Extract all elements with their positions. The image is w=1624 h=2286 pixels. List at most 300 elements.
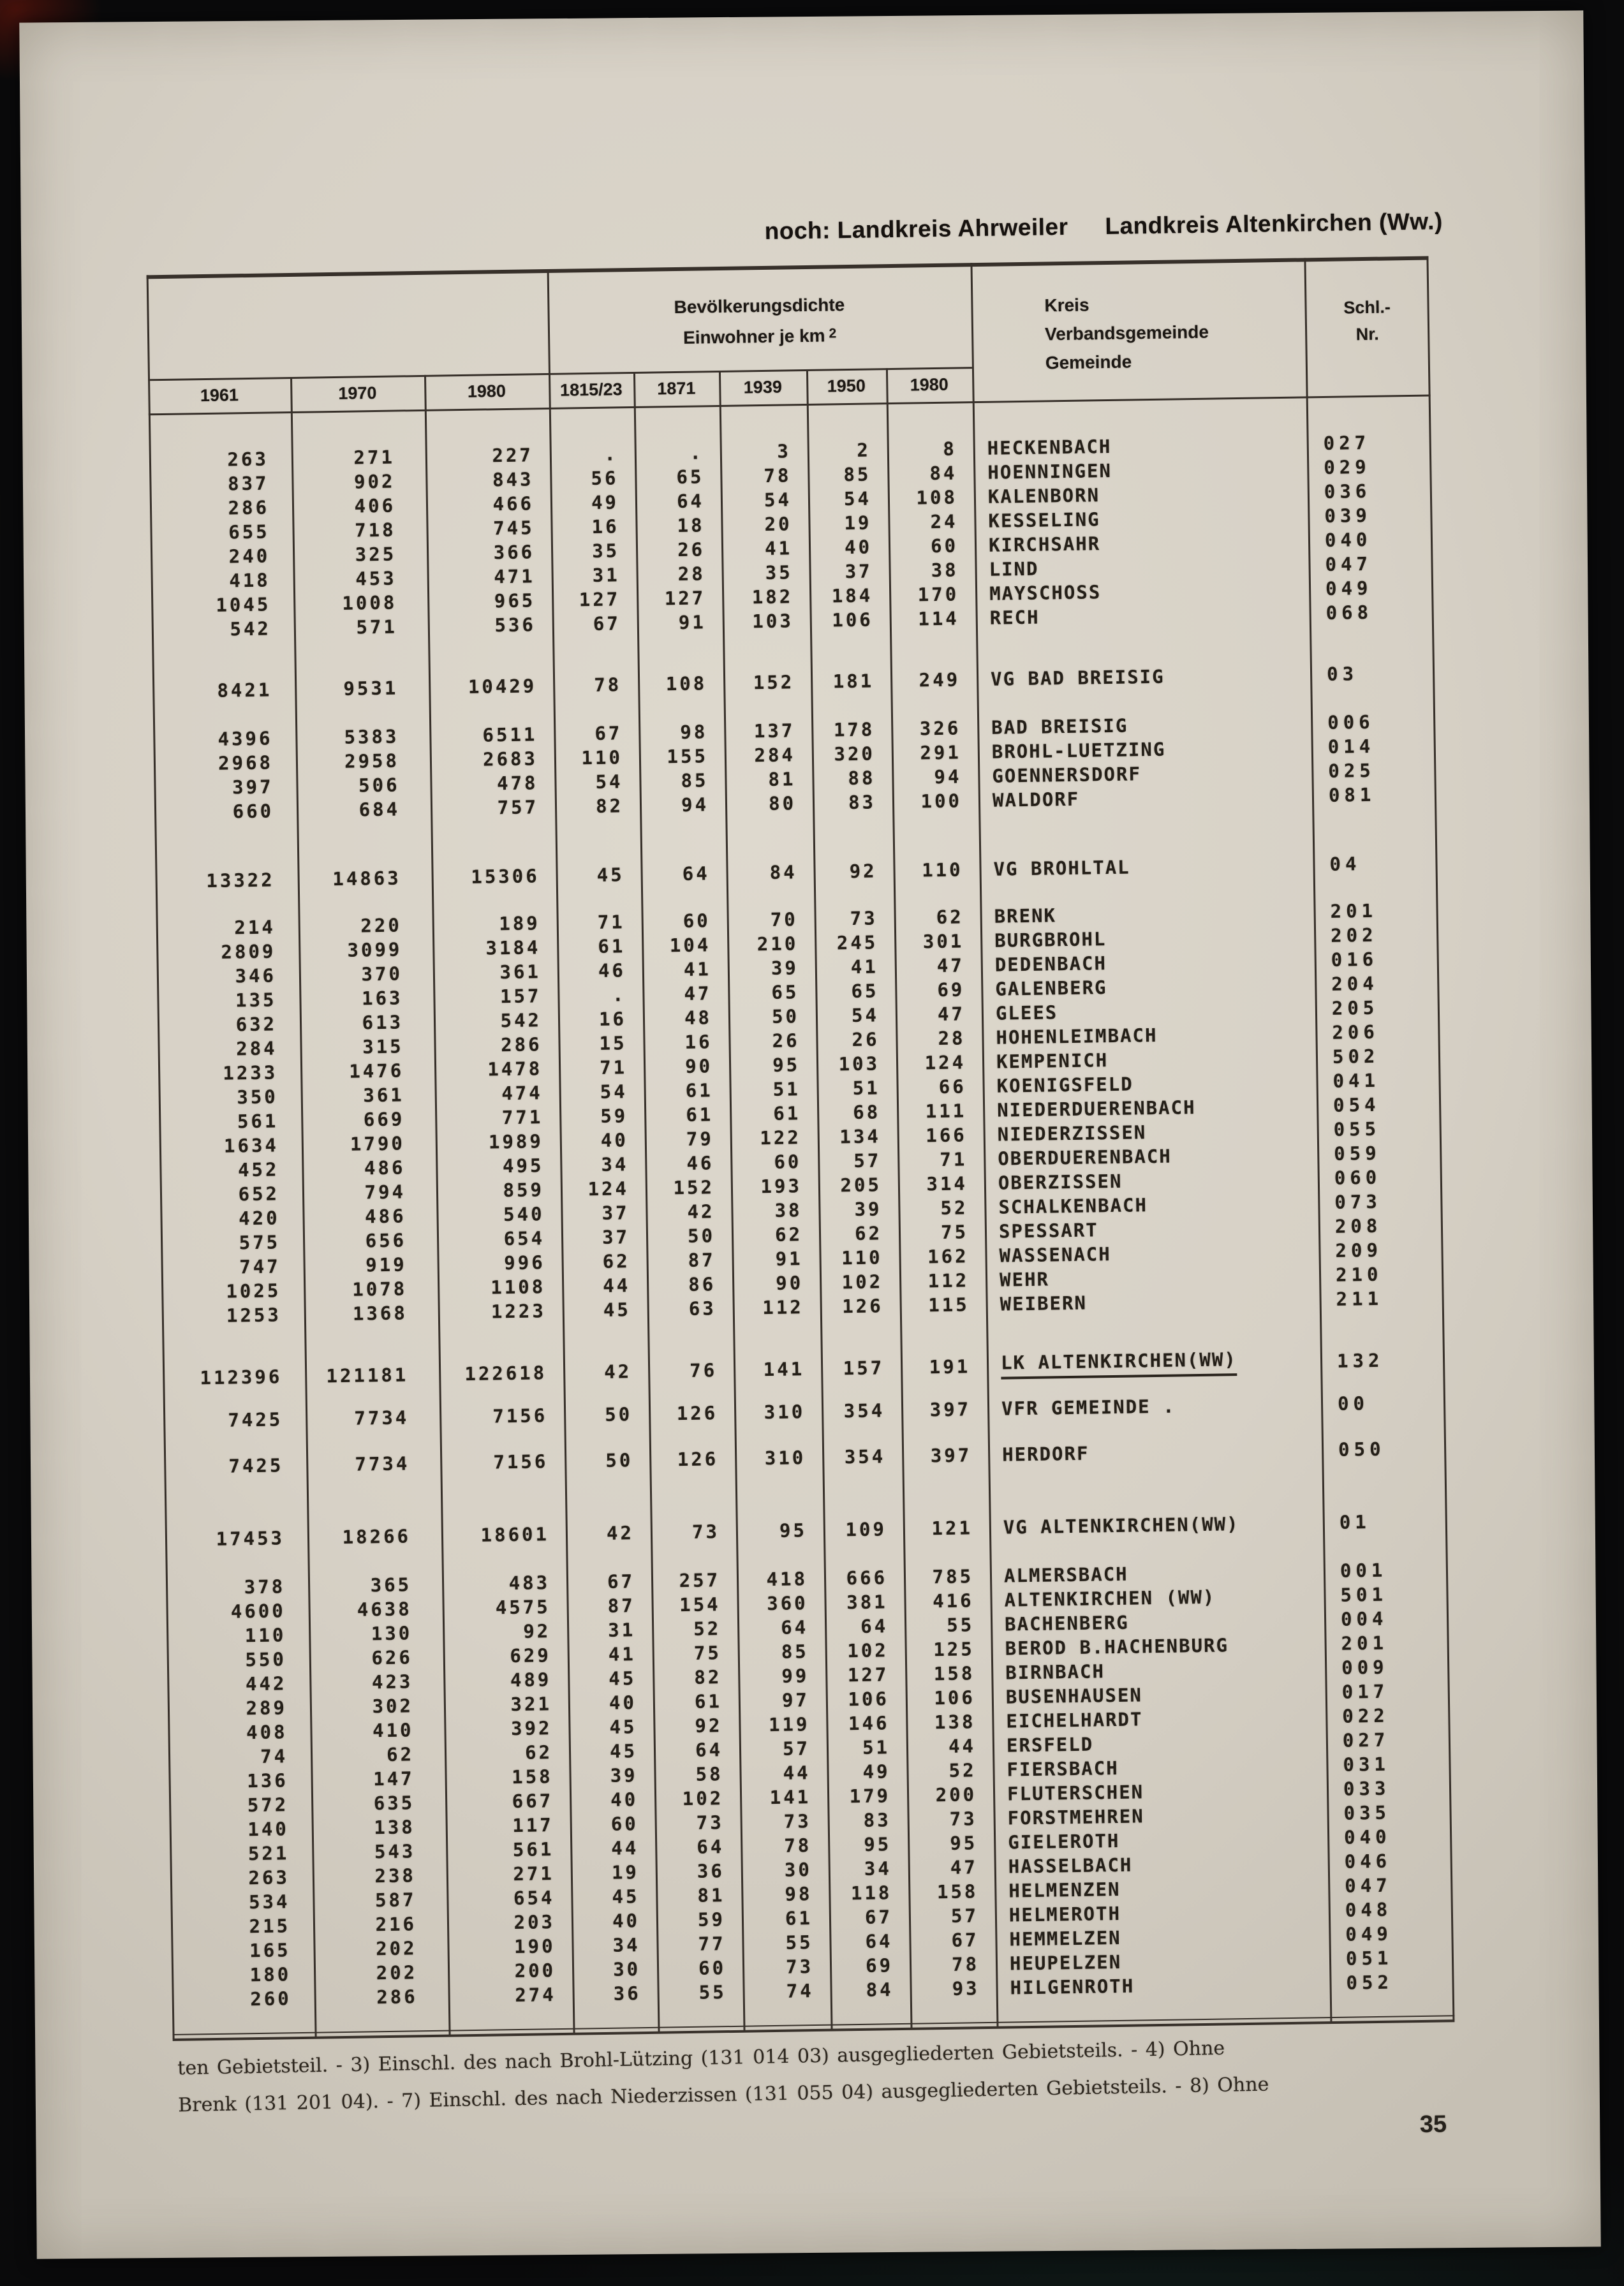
key-number-cell: 006 — [1327, 711, 1375, 734]
density-1871-cell: 50 — [687, 1225, 716, 1247]
pop-1980-cell: 561 — [512, 1838, 554, 1861]
density-1939-cell: 78 — [784, 1834, 812, 1857]
area-header-line1: Kreis — [1044, 295, 1089, 316]
density-1871-cell: 81 — [697, 1884, 725, 1906]
density-1950-cell: 67 — [864, 1906, 893, 1928]
density-1980-cell: 112 — [927, 1269, 970, 1292]
density-unit-sup: 2 — [829, 326, 837, 341]
density-1950-cell: 102 — [841, 1271, 883, 1294]
key-number-cell: 025 — [1328, 759, 1375, 782]
pop-1970-cell: 571 — [356, 616, 398, 638]
pop-1980-cell: 667 — [512, 1790, 554, 1813]
municipality-name-cell: VG BROHLTAL — [993, 856, 1130, 880]
density-1815-23-cell: 59 — [600, 1105, 628, 1127]
pop-1961-cell: 112396 — [200, 1365, 283, 1389]
density-1980-cell: 138 — [934, 1711, 976, 1734]
density-1815-23-cell: 71 — [599, 1056, 628, 1079]
density-1980-cell: 110 — [921, 859, 963, 881]
density-1939-cell: 95 — [772, 1054, 801, 1076]
density-1871-cell: 46 — [686, 1152, 714, 1174]
density-1980-cell: 166 — [926, 1124, 968, 1147]
density-1950-cell: 354 — [844, 1445, 886, 1468]
pop-1980-cell: 122618 — [464, 1361, 547, 1385]
pop-1980-cell: 10429 — [468, 675, 537, 698]
density-1980-cell: 47 — [937, 1003, 966, 1026]
municipality-name-cell: BRENK — [994, 904, 1057, 927]
density-1871-cell: 102 — [682, 1787, 724, 1810]
pop-1970-cell: 365 — [370, 1574, 412, 1597]
key-number-cell: 132 — [1336, 1349, 1384, 1372]
year-row-key-spacer — [1306, 377, 1430, 379]
density-1939-cell: 3 — [777, 440, 792, 462]
density-1950-cell: 54 — [843, 487, 872, 510]
municipality-name-cell: HASSELBACH — [1008, 1854, 1133, 1878]
pop-1961-cell: 1025 — [226, 1279, 281, 1302]
density-1815-23-cell: 49 — [591, 491, 619, 514]
density-1980-cell: 93 — [952, 1977, 980, 2000]
key-number-cell: 031 — [1343, 1753, 1391, 1776]
density-1950-cell: 181 — [832, 670, 875, 693]
density-1939-cell: 360 — [766, 1592, 808, 1615]
density-1950-cell: 2 — [857, 439, 871, 461]
pop-1980-cell: 7156 — [492, 1405, 548, 1427]
municipality-name-cell: KOENIGSFELD — [996, 1073, 1133, 1097]
key-number-cell: 205 — [1331, 996, 1379, 1019]
pop-1980-cell: 629 — [510, 1644, 552, 1667]
pop-1961-cell: 1253 — [226, 1304, 282, 1327]
density-1980-cell: 785 — [932, 1565, 974, 1588]
density-1950-cell: 103 — [838, 1052, 880, 1075]
density-1939-cell: 98 — [785, 1883, 813, 1905]
density-1950-cell: 109 — [845, 1518, 887, 1541]
pop-1961-cell: 4600 — [230, 1600, 286, 1623]
pop-1970-cell: 410 — [372, 1719, 414, 1742]
density-1939-cell: 418 — [766, 1568, 808, 1591]
pop-1970-cell: 7734 — [354, 1406, 410, 1429]
key-number-cell: 039 — [1324, 504, 1372, 527]
density-1950-cell: 69 — [865, 1954, 894, 1977]
key-number-cell: 055 — [1333, 1117, 1381, 1140]
density-1815-23-cell: 62 — [602, 1250, 630, 1272]
pop-1980-cell: 745 — [492, 517, 535, 540]
density-1950-cell: 245 — [836, 931, 878, 954]
density-1950-cell: 19 — [844, 512, 872, 535]
density-1980-cell: 416 — [932, 1589, 974, 1612]
key-number-cell: 050 — [1338, 1438, 1385, 1461]
density-1871-cell: 18 — [677, 514, 705, 537]
density-1950-cell: 110 — [841, 1246, 883, 1269]
density-1980-cell: 121 — [931, 1517, 973, 1540]
underlined-name: LK ALTENKIRCHEN(WW) — [1001, 1348, 1237, 1379]
density-1980-cell: 47 — [936, 954, 965, 977]
density-1939-cell: 73 — [785, 1956, 814, 1978]
pop-1970-cell: 302 — [372, 1695, 414, 1718]
key-number-cell: 001 — [1340, 1559, 1387, 1582]
density-1980-cell: 170 — [917, 583, 959, 606]
pop-1970-cell: 147 — [373, 1767, 415, 1790]
density-1939-cell: 62 — [774, 1223, 803, 1246]
density-1815-23-cell: 71 — [597, 911, 625, 933]
pop-1961-cell: 284 — [235, 1037, 277, 1060]
density-1815-23-cell: 16 — [598, 1008, 627, 1030]
density-1980-cell: 326 — [919, 717, 961, 740]
pop-1961-cell: 561 — [237, 1110, 279, 1133]
municipality-name-cell: VFR GEMEINDE . — [1001, 1395, 1176, 1420]
key-number-cell: 049 — [1345, 1922, 1393, 1945]
density-1950-cell: 179 — [849, 1785, 891, 1808]
density-1815-23-cell: 36 — [613, 1982, 641, 2005]
pop-1980-cell: 157 — [499, 985, 542, 1008]
density-1815-23-cell: 61 — [598, 935, 626, 957]
density-1815-23-cell: 42 — [606, 1522, 635, 1544]
area-header-line3: Gemeinde — [1045, 351, 1132, 373]
density-1871-cell: 60 — [683, 910, 711, 932]
pop-1980-cell: 117 — [512, 1814, 554, 1837]
key-number-cell: 208 — [1334, 1214, 1382, 1237]
density-1815-23-cell: 87 — [607, 1595, 635, 1617]
pop-1961-cell: 397 — [232, 776, 274, 799]
pop-1961-cell: 214 — [234, 916, 276, 939]
pop-1961-cell: 263 — [248, 1866, 290, 1889]
density-1871-cell: 77 — [698, 1933, 726, 1955]
density-1871-cell: 152 — [673, 1176, 715, 1199]
density-1871-cell: 48 — [684, 1007, 712, 1029]
density-1980-cell: 100 — [920, 790, 963, 813]
density-1939-cell: 90 — [775, 1272, 804, 1294]
year-1970: 1970 — [338, 383, 377, 403]
density-1871-cell: 94 — [681, 793, 709, 816]
pop-1980-cell: 654 — [513, 1887, 555, 1910]
density-1950-cell: 51 — [852, 1077, 880, 1100]
density-1871-cell: 61 — [686, 1103, 714, 1126]
municipality-name-cell: OBERDUERENBACH — [998, 1145, 1172, 1170]
density-1950-cell: 92 — [849, 860, 877, 883]
pop-1961-cell: 542 — [230, 617, 272, 640]
key-number-cell: 046 — [1344, 1850, 1392, 1873]
pop-1980-cell: 654 — [503, 1227, 545, 1250]
pop-1980-cell: 286 — [500, 1033, 542, 1056]
key-number-cell: 022 — [1342, 1704, 1389, 1727]
density-1939-cell: 103 — [752, 610, 794, 633]
density-1980-cell: 301 — [922, 930, 964, 953]
municipality-name-cell: HEUPELZEN — [1009, 1950, 1122, 1975]
pop-1961-cell: 7425 — [228, 1454, 284, 1477]
density-1815-23-cell: 39 — [610, 1764, 638, 1787]
pop-1980-cell: 4575 — [495, 1596, 550, 1619]
density-1871-cell: 63 — [688, 1297, 716, 1320]
density-1950-cell: 57 — [853, 1149, 882, 1172]
pop-1970-cell: 2958 — [344, 749, 400, 772]
density-1871-cell: 26 — [677, 538, 705, 561]
pop-1970-cell: 238 — [374, 1864, 417, 1887]
pop-1961-cell: 7425 — [228, 1408, 283, 1431]
pop-1970-cell: 7734 — [355, 1452, 410, 1475]
density-1950-cell: 666 — [846, 1567, 888, 1589]
density-1939-cell: 310 — [764, 1447, 806, 1470]
municipality-name-cell: OBERZISSEN — [998, 1170, 1123, 1194]
density-1950-cell: 26 — [852, 1028, 880, 1051]
density-1980-cell: 111 — [925, 1100, 967, 1123]
municipality-name-cell: EICHELHARDT — [1006, 1708, 1143, 1732]
pop-1961-cell: 17453 — [216, 1527, 285, 1550]
density-1980-cell: 75 — [940, 1221, 969, 1244]
pop-1980-cell: 392 — [510, 1717, 552, 1740]
municipality-name-cell: BEROD B.HACHENBURG — [1005, 1634, 1229, 1660]
municipality-name-cell: NIEDERDUERENBACH — [996, 1096, 1196, 1121]
density-1939-cell: 137 — [753, 719, 795, 742]
municipality-name-cell: HERDORF — [1001, 1442, 1089, 1466]
pop-1970-cell: 506 — [358, 774, 400, 797]
density-1871-cell: . — [690, 441, 704, 464]
pop-1961-cell: 420 — [238, 1207, 280, 1230]
municipality-name-cell: FLUTERSCHEN — [1007, 1781, 1144, 1805]
density-1980-cell: 158 — [933, 1662, 975, 1685]
pop-1980-cell: 859 — [503, 1179, 545, 1202]
pop-1980-cell: 274 — [515, 1984, 556, 2007]
pop-1961-cell: 4396 — [218, 727, 273, 750]
key-number-cell: 201 — [1330, 899, 1378, 922]
pop-1961-cell: 346 — [235, 964, 277, 987]
density-1871-cell: 87 — [688, 1249, 716, 1271]
pop-1961-cell: 1634 — [223, 1134, 279, 1157]
density-1939-cell: 95 — [779, 1519, 808, 1542]
density-1939-cell: 80 — [768, 792, 797, 815]
density-1950-cell: 37 — [845, 560, 873, 583]
density-1939-cell: 20 — [764, 513, 792, 535]
key-number-cell: 009 — [1341, 1656, 1389, 1679]
municipality-name-cell: RECH — [989, 606, 1040, 629]
density-1950-cell: 39 — [854, 1198, 882, 1221]
municipality-name-cell: WEIBERN — [1000, 1292, 1088, 1315]
density-1871-cell: 155 — [667, 745, 709, 768]
key-number-cell: 060 — [1334, 1166, 1382, 1189]
density-1939-cell: 91 — [775, 1248, 803, 1270]
municipality-name-cell: WEHR — [999, 1268, 1050, 1291]
pop-1980-cell: 771 — [501, 1106, 543, 1129]
pop-1980-cell: 92 — [523, 1620, 551, 1642]
key-number-header — [1304, 293, 1429, 348]
pop-1961-cell: 286 — [228, 496, 270, 519]
density-1950-cell: 102 — [847, 1639, 889, 1662]
density-1950-cell: 62 — [854, 1222, 883, 1245]
pop-1970-cell: 3099 — [347, 938, 402, 961]
pop-1961-cell: 521 — [247, 1842, 290, 1865]
density-1980-cell: 69 — [937, 978, 965, 1001]
key-number-cell: 206 — [1332, 1021, 1380, 1043]
municipality-name-cell: KESSELING — [988, 508, 1100, 532]
density-1980-cell: 52 — [940, 1197, 968, 1220]
density-1939-cell: 60 — [774, 1151, 802, 1173]
pop-1970-cell: 919 — [365, 1253, 407, 1276]
pop-1961-cell: 136 — [247, 1769, 288, 1792]
density-1939-cell: 74 — [786, 1980, 814, 2002]
density-1950-cell: 54 — [851, 1004, 880, 1027]
municipality-name-cell: GIELEROTH — [1007, 1829, 1120, 1854]
density-1980-cell: 60 — [930, 535, 959, 557]
density-1815-23-cell: 54 — [595, 771, 623, 793]
density-1939-cell: 44 — [783, 1762, 811, 1784]
density-1980-cell: 55 — [946, 1614, 975, 1636]
density-1939-cell: 99 — [781, 1665, 809, 1687]
page-title — [764, 208, 1443, 245]
pop-1970-cell: 4638 — [357, 1598, 412, 1621]
key-number-cell: 014 — [1327, 735, 1375, 758]
density-1871-cell: 61 — [694, 1690, 723, 1713]
density-1980-cell: 38 — [931, 559, 959, 582]
pop-1980-cell: 7156 — [493, 1450, 549, 1473]
municipality-name-cell: MAYSCHOSS — [989, 581, 1102, 605]
density-1980-cell: 108 — [916, 486, 958, 509]
municipality-name-cell: HECKENBACH — [987, 435, 1112, 459]
density-1815-23-cell: 67 — [594, 722, 623, 744]
density-1980-cell: 84 — [929, 462, 957, 485]
density-1980-cell: 158 — [936, 1880, 978, 1903]
density-1980-cell: 71 — [940, 1148, 968, 1171]
year-1980: 1980 — [467, 381, 506, 401]
pop-1970-cell: 656 — [365, 1229, 407, 1252]
density-1939-cell: 193 — [760, 1175, 802, 1198]
pop-1980-cell: 2683 — [482, 748, 538, 771]
density-1980-cell: 62 — [936, 906, 964, 929]
density-1815-23-cell: 31 — [608, 1619, 636, 1641]
density-1815-23-cell: 34 — [601, 1153, 629, 1176]
title-left: noch: Landkreis Ahrweiler — [764, 213, 1068, 244]
density-1950-cell: 65 — [851, 980, 879, 1003]
density-1871-cell: 61 — [685, 1079, 713, 1102]
pop-1980-cell: 18601 — [480, 1523, 550, 1546]
pop-1970-cell: 286 — [376, 1986, 418, 2009]
pop-1980-cell: 471 — [494, 565, 535, 588]
key-number-cell: 041 — [1332, 1069, 1380, 1092]
density-1950-cell: 118 — [850, 1882, 892, 1905]
density-1871-cell: 257 — [679, 1569, 721, 1592]
pop-1970-cell: 370 — [361, 962, 403, 985]
density-year-1980: 1980 — [910, 374, 949, 395]
density-1939-cell: 85 — [781, 1641, 809, 1663]
density-1815-23-cell: . — [612, 984, 626, 1006]
density-1939-cell: 54 — [764, 489, 792, 511]
density-1950-cell: 157 — [843, 1356, 885, 1379]
density-1939-cell: 97 — [781, 1689, 810, 1711]
density-1950-cell: 146 — [848, 1712, 890, 1735]
density-1815-23-cell: 15 — [599, 1032, 627, 1054]
density-1815-23-cell: 46 — [598, 959, 626, 982]
key-number-cell: 201 — [1341, 1632, 1389, 1655]
pop-1970-cell: 361 — [363, 1084, 404, 1107]
density-1815-23-cell: 16 — [591, 515, 619, 538]
density-1871-cell: 85 — [681, 769, 709, 792]
pop-1970-cell: 626 — [371, 1646, 413, 1669]
municipality-name-cell: FIERSBACH — [1007, 1757, 1119, 1781]
key-number-cell: 068 — [1325, 601, 1373, 624]
density-1815-23-cell: 31 — [592, 564, 620, 586]
pop-1970-cell: 1368 — [352, 1302, 408, 1325]
density-1980-cell: 44 — [948, 1735, 977, 1757]
density-1815-23-cell: 40 — [612, 1910, 640, 1932]
density-1871-cell: 86 — [688, 1273, 716, 1295]
density-1950-cell: 41 — [850, 955, 879, 978]
density-1871-cell: 65 — [676, 466, 704, 489]
pop-1980-cell: 478 — [496, 772, 538, 795]
density-1815-23-cell: . — [604, 443, 619, 465]
key-number-cell: 059 — [1334, 1142, 1381, 1165]
pop-1961-cell: 2809 — [221, 940, 276, 963]
pop-1961-cell: 13322 — [206, 869, 275, 892]
pop-1970-cell: 406 — [354, 494, 396, 517]
density-1939-cell: 30 — [784, 1859, 813, 1881]
pop-1961-cell: 215 — [249, 1915, 291, 1938]
density-1939-cell: 70 — [770, 908, 798, 931]
density-1871-cell: 41 — [683, 958, 712, 980]
density-1939-cell: 284 — [754, 744, 796, 767]
density-1871-cell: 126 — [676, 1402, 718, 1425]
key-number-cell: 03 — [1326, 663, 1359, 685]
density-1815-23-cell: 127 — [579, 588, 621, 611]
key-header-line1: Schl.- — [1343, 297, 1391, 318]
density-1815-23-cell: 40 — [610, 1788, 639, 1811]
municipality-name-cell: HILGENROTH — [1010, 1975, 1135, 1999]
density-header-title: Bevölkerungsdichte — [674, 295, 845, 318]
municipality-name-cell: KIRCHSAHR — [988, 533, 1101, 556]
pop-1970-cell: 14863 — [332, 867, 401, 890]
municipality-name-cell: ALMERSBACH — [1003, 1563, 1128, 1587]
pop-1970-cell: 684 — [358, 798, 401, 821]
pop-1961-cell: 550 — [245, 1648, 287, 1671]
density-1980-cell: 73 — [949, 1808, 977, 1830]
density-1950-cell: 106 — [848, 1688, 890, 1711]
density-1980-cell: 125 — [933, 1638, 975, 1661]
key-number-cell: 01 — [1339, 1511, 1371, 1533]
density-1980-cell: 291 — [920, 741, 962, 764]
density-1939-cell: 65 — [771, 981, 799, 1003]
density-1939-cell: 112 — [762, 1296, 804, 1319]
density-1939-cell: 50 — [771, 1005, 800, 1028]
density-1950-cell: 85 — [843, 463, 871, 486]
density-1871-cell: 104 — [669, 934, 711, 957]
density-1939-cell: 55 — [785, 1931, 813, 1954]
pop-1980-cell: 271 — [513, 1862, 555, 1885]
density-1980-cell: 95 — [950, 1832, 978, 1854]
pop-1970-cell: 138 — [374, 1816, 416, 1839]
pop-1970-cell: 1790 — [350, 1132, 406, 1155]
table-bottom-rule-1 — [173, 2015, 1455, 2035]
density-1871-cell: 108 — [665, 672, 707, 695]
key-number-cell: 048 — [1345, 1898, 1392, 1921]
density-1815-23-cell: 82 — [595, 795, 624, 817]
municipality-name-cell: HELMENZEN — [1008, 1878, 1121, 1902]
pop-1970-cell: 220 — [360, 914, 402, 937]
pop-1961-cell: 263 — [227, 448, 269, 471]
density-1980-cell: 8 — [943, 438, 957, 460]
density-1950-cell: 126 — [842, 1295, 883, 1318]
pop-1970-cell: 669 — [363, 1108, 405, 1131]
density-1950-cell: 83 — [863, 1809, 891, 1831]
municipality-name-cell: VG BAD BREISIG — [990, 665, 1165, 690]
density-1950-cell: 40 — [844, 536, 873, 559]
pop-1980-cell: 542 — [500, 1009, 542, 1032]
key-number-cell: 202 — [1330, 924, 1378, 947]
density-1815-23-cell: 45 — [609, 1667, 637, 1690]
density-1815-23-cell: 44 — [611, 1837, 639, 1859]
key-number-cell: 049 — [1325, 577, 1373, 600]
pop-1970-cell: 543 — [374, 1840, 416, 1863]
pop-1980-cell: 227 — [492, 444, 534, 467]
pop-1970-cell: 1008 — [342, 591, 397, 614]
scanned-page — [19, 10, 1600, 2259]
pop-1970-cell: 325 — [355, 543, 397, 566]
pop-1961-cell: 632 — [235, 1013, 277, 1036]
density-1950-cell: 354 — [843, 1399, 885, 1422]
